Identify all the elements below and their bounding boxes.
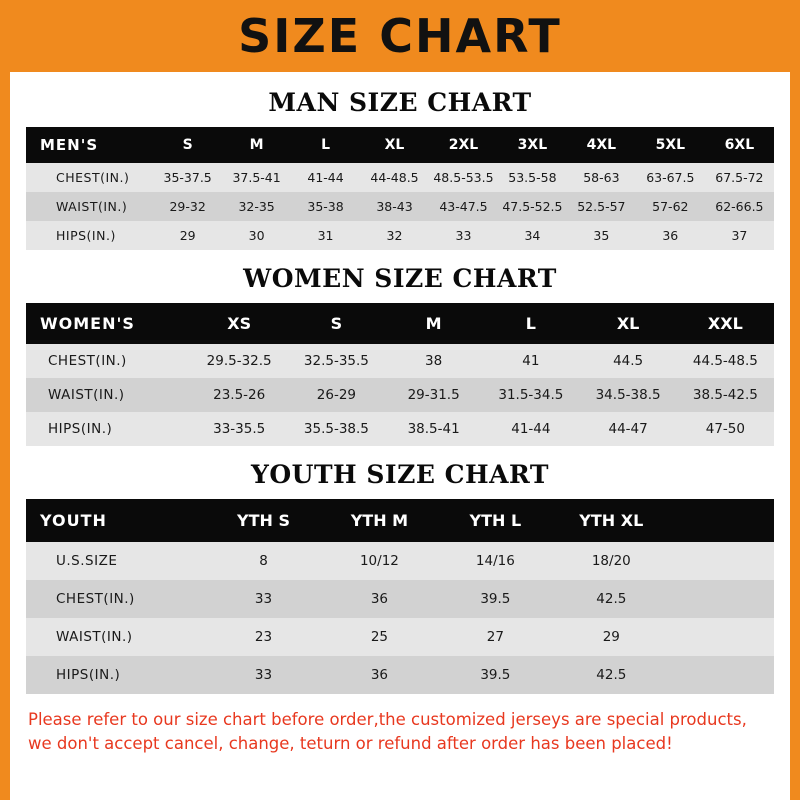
women-cell-2-4: 44-47 — [579, 412, 676, 446]
youth-col-0: YTH S — [206, 499, 322, 542]
men-cell-0-3: 44-48.5 — [360, 163, 429, 192]
men-cell-1-5: 47.5-52.5 — [498, 192, 567, 221]
men-header-label: MEN'S — [26, 127, 153, 163]
table-row — [26, 412, 774, 446]
table-row — [26, 192, 774, 221]
table-row — [26, 580, 774, 618]
women-cell-0-5: 44.5-48.5 — [677, 344, 774, 378]
women-col-0: XS — [191, 303, 288, 344]
youth-cell-1-3: 42.5 — [553, 580, 669, 618]
women-cell-1-4: 34.5-38.5 — [579, 378, 676, 412]
page-title: SIZE CHART — [238, 9, 562, 63]
men-cell-0-0: 35-37.5 — [153, 163, 222, 192]
women-cell-0-1: 32.5-35.5 — [288, 344, 385, 378]
men-cell-0-7: 63-67.5 — [636, 163, 705, 192]
youth-cell-1-0: 33 — [206, 580, 322, 618]
men-cell-2-7: 36 — [636, 221, 705, 250]
youth-cell-0-2: 14/16 — [437, 542, 553, 580]
women-col-3: L — [482, 303, 579, 344]
women-size-table — [26, 303, 774, 446]
table-row — [26, 378, 774, 412]
men-cell-1-7: 57-62 — [636, 192, 705, 221]
men-cell-1-3: 38-43 — [360, 192, 429, 221]
women-cell-0-0: 29.5-32.5 — [191, 344, 288, 378]
men-col-5: 3XL — [498, 127, 567, 163]
youth-cell-1-spacer — [669, 580, 774, 618]
women-cell-0-3: 41 — [482, 344, 579, 378]
women-header-label: WOMEN'S — [26, 303, 191, 344]
men-section-title: MAN SIZE CHART — [268, 88, 532, 117]
youth-col-spacer — [669, 499, 774, 542]
youth-header-label: YOUTH — [26, 499, 206, 542]
youth-cell-1-2: 39.5 — [437, 580, 553, 618]
men-cell-1-2: 35-38 — [291, 192, 360, 221]
men-cell-1-8: 62-66.5 — [705, 192, 774, 221]
table-row — [26, 163, 774, 192]
men-cell-0-8: 67.5-72 — [705, 163, 774, 192]
youth-cell-2-spacer — [669, 618, 774, 656]
youth-cell-2-1: 25 — [321, 618, 437, 656]
page-header — [0, 0, 800, 72]
men-cell-2-3: 32 — [360, 221, 429, 250]
footer-note-line-2: we don't accept cancel, change, teturn or refund after order has been placed! — [28, 733, 673, 753]
youth-cell-0-spacer — [669, 542, 774, 580]
men-col-6: 4XL — [567, 127, 636, 163]
youth-col-2: YTH L — [437, 499, 553, 542]
women-cell-1-5: 38.5-42.5 — [677, 378, 774, 412]
footer-note — [26, 708, 774, 756]
youth-cell-0-1: 10/12 — [321, 542, 437, 580]
youth-col-3: YTH XL — [553, 499, 669, 542]
men-cell-0-1: 37.5-41 — [222, 163, 291, 192]
men-cell-2-8: 37 — [705, 221, 774, 250]
women-table-body — [26, 344, 774, 446]
table-row — [26, 618, 774, 656]
men-cell-0-5: 53.5-58 — [498, 163, 567, 192]
men-col-0: S — [153, 127, 222, 163]
table-row — [26, 344, 774, 378]
youth-col-1: YTH M — [321, 499, 437, 542]
youth-size-table — [26, 499, 774, 694]
women-col-2: M — [385, 303, 482, 344]
men-cell-0-6: 58-63 — [567, 163, 636, 192]
men-col-8: 6XL — [705, 127, 774, 163]
men-row-0-label: CHEST(IN.) — [26, 163, 153, 192]
men-cell-0-2: 41-44 — [291, 163, 360, 192]
women-cell-1-1: 26-29 — [288, 378, 385, 412]
women-cell-0-2: 38 — [385, 344, 482, 378]
men-cell-2-0: 29 — [153, 221, 222, 250]
women-table-head — [26, 303, 774, 344]
men-size-table — [26, 127, 774, 250]
youth-cell-1-1: 36 — [321, 580, 437, 618]
women-cell-2-0: 33-35.5 — [191, 412, 288, 446]
women-section-title: WOMEN SIZE CHART — [243, 264, 557, 293]
youth-table-body — [26, 542, 774, 694]
youth-cell-3-0: 33 — [206, 656, 322, 694]
table-row — [26, 656, 774, 694]
men-cell-2-4: 33 — [429, 221, 498, 250]
footer-note-line-1: Please refer to our size chart before order,the customized jerseys are special products, — [28, 710, 747, 729]
men-cell-0-4: 48.5-53.5 — [429, 163, 498, 192]
youth-cell-3-spacer — [669, 656, 774, 694]
women-cell-2-3: 41-44 — [482, 412, 579, 446]
men-cell-2-2: 31 — [291, 221, 360, 250]
men-cell-1-4: 43-47.5 — [429, 192, 498, 221]
women-col-5: XXL — [677, 303, 774, 344]
women-cell-2-5: 47-50 — [677, 412, 774, 446]
women-row-1-label: WAIST(IN.) — [26, 378, 191, 412]
youth-cell-2-0: 23 — [206, 618, 322, 656]
youth-row-1-label: CHEST(IN.) — [26, 580, 206, 618]
men-cell-2-1: 30 — [222, 221, 291, 250]
women-cell-1-2: 29-31.5 — [385, 378, 482, 412]
youth-row-2-label: WAIST(IN.) — [26, 618, 206, 656]
men-cell-2-6: 35 — [567, 221, 636, 250]
men-cell-1-1: 32-35 — [222, 192, 291, 221]
youth-cell-0-3: 18/20 — [553, 542, 669, 580]
men-table-body — [26, 163, 774, 250]
women-col-1: S — [288, 303, 385, 344]
youth-cell-3-3: 42.5 — [553, 656, 669, 694]
table-row — [26, 221, 774, 250]
men-row-1-label: WAIST(IN.) — [26, 192, 153, 221]
women-cell-0-4: 44.5 — [579, 344, 676, 378]
women-cell-2-2: 38.5-41 — [385, 412, 482, 446]
men-col-4: 2XL — [429, 127, 498, 163]
men-row-2-label: HIPS(IN.) — [26, 221, 153, 250]
youth-cell-2-3: 29 — [553, 618, 669, 656]
women-cell-1-0: 23.5-26 — [191, 378, 288, 412]
table-header-row — [26, 303, 774, 344]
women-cell-1-3: 31.5-34.5 — [482, 378, 579, 412]
youth-row-0-label: U.S.SIZE — [26, 542, 206, 580]
youth-table-head — [26, 499, 774, 542]
women-cell-2-1: 35.5-38.5 — [288, 412, 385, 446]
men-col-7: 5XL — [636, 127, 705, 163]
youth-cell-0-0: 8 — [206, 542, 322, 580]
women-row-0-label: CHEST(IN.) — [26, 344, 191, 378]
youth-section-title: YOUTH SIZE CHART — [251, 460, 549, 489]
youth-cell-3-1: 36 — [321, 656, 437, 694]
table-header-row — [26, 127, 774, 163]
men-cell-1-0: 29-32 — [153, 192, 222, 221]
men-col-1: M — [222, 127, 291, 163]
table-header-row — [26, 499, 774, 542]
youth-cell-2-2: 27 — [437, 618, 553, 656]
youth-cell-3-2: 39.5 — [437, 656, 553, 694]
page-content — [10, 72, 790, 800]
men-cell-1-6: 52.5-57 — [567, 192, 636, 221]
youth-row-3-label: HIPS(IN.) — [26, 656, 206, 694]
men-col-2: L — [291, 127, 360, 163]
men-cell-2-5: 34 — [498, 221, 567, 250]
men-table-head — [26, 127, 774, 163]
table-row — [26, 542, 774, 580]
women-col-4: XL — [579, 303, 676, 344]
women-row-2-label: HIPS(IN.) — [26, 412, 191, 446]
men-col-3: XL — [360, 127, 429, 163]
